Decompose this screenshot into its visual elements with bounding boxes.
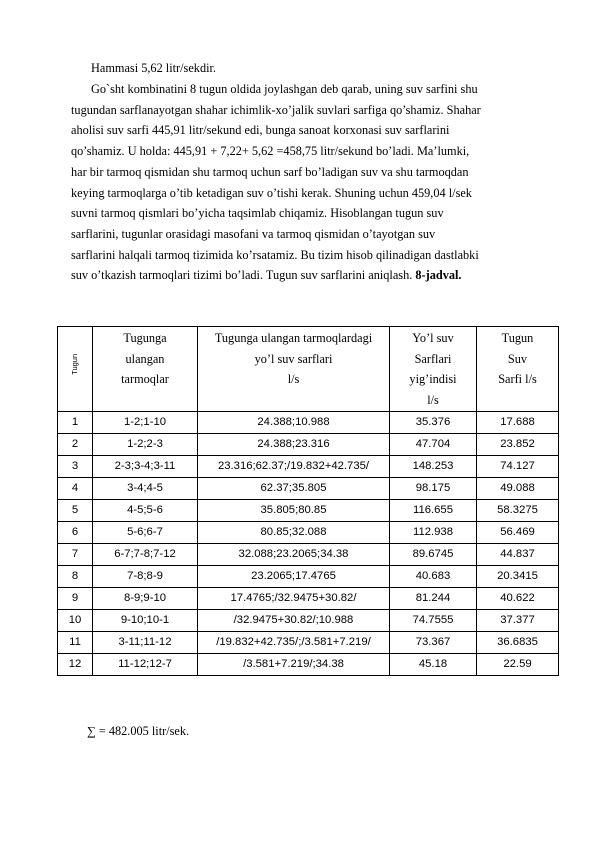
table-cell: 11-12;12-7 [93, 653, 198, 675]
header-flow-sum: Yo’l suv Sarflari yig’indisi l/s [390, 327, 477, 412]
table-cell: 5-6;6-7 [93, 521, 198, 543]
table-cell: 112.938 [390, 521, 477, 543]
table-cell: 3 [58, 455, 93, 477]
text-line: Hammasi 5,62 litr/sekdir. [91, 61, 217, 75]
text-line: qo’shamiz. U holda: 445,91 + 7,22+ 5,62 =458,75 litr/sekund bo’ladi. Ma’lumki, [71, 144, 470, 159]
table-cell: /32.9475+30.82/;10.988 [198, 609, 390, 631]
table-cell: 116.655 [390, 499, 477, 521]
text-line: har bir tarmoq qismidan shu tarmoq uchun sarf bo’ladigan suv va shu tarmoqdan [71, 164, 469, 179]
table-cell: 37.377 [477, 609, 559, 631]
text-span: suv o’tkazish tarmoqlari tizimi bo’ladi. Tugun suv sarflarini aniqlash. [71, 268, 416, 283]
table-cell: 17.688 [477, 411, 559, 433]
table-cell: 10 [58, 609, 93, 631]
table-cell: 24.388;23.316 [198, 433, 390, 455]
table-cell: /3.581+7.219/;34.38 [198, 653, 390, 675]
table-cell: 20.3415 [477, 565, 559, 587]
table-cell: 40.683 [390, 565, 477, 587]
text-line: keying tarmoqlarga o’tib ketadigan suv o’tishi kerak. Shuning uchun 459,04 l/sek [71, 185, 472, 200]
table-row [58, 587, 559, 609]
table-cell: 23.316;62.37;/19.832+42.735/ [198, 455, 390, 477]
text-line: Go`sht kombinatini 8 tugun oldida joylashgan deb qarab, uning suv sarfini shu [91, 82, 478, 96]
table-cell: 89.6745 [390, 543, 477, 565]
table-cell: 74.7555 [390, 609, 477, 631]
table-cell: 4 [58, 477, 93, 499]
table-cell: 3-11;11-12 [93, 631, 198, 653]
paragraph-total [71, 58, 551, 79]
table-cell: 23.852 [477, 433, 559, 455]
table-body [58, 411, 559, 675]
table-cell: 6-7;7-8;7-12 [93, 543, 198, 565]
table-row [58, 543, 559, 565]
table-cell: 11 [58, 631, 93, 653]
text-line: sarflarini halqali tarmoq tizimida ko’rsatamiz. Bu tizim hisob qilinadigan dastlabki [71, 247, 479, 262]
table-row [58, 565, 559, 587]
sum-line: ∑ = 482.005 litr/sek. [87, 724, 190, 738]
table-row [58, 455, 559, 477]
table-cell: 6 [58, 521, 93, 543]
table-row [58, 477, 559, 499]
table-cell: 8 [58, 565, 93, 587]
header-branch-flows: Tugunga ulangan tarmoqlardagi yo’l suv sarflari l/s [198, 327, 390, 412]
text-line: aholisi suv sarfi 445,91 litr/sekund edi, bunga sanoat korxonasi suv sarflarini [71, 123, 450, 138]
table-cell: 24.388;10.988 [198, 411, 390, 433]
table-cell: 81.244 [390, 587, 477, 609]
table-cell: 148.253 [390, 455, 477, 477]
table-caption: 8-jadval. [415, 268, 462, 283]
text-line [71, 265, 551, 286]
node-flow-table [57, 326, 559, 676]
table-row [58, 631, 559, 653]
table-cell: 1 [58, 411, 93, 433]
header-node-flow: Tugun Suv Sarfi l/s [477, 327, 559, 412]
table-cell: 22.59 [477, 653, 559, 675]
table-cell: 2-3;3-4;3-11 [93, 455, 198, 477]
table-cell: 12 [58, 653, 93, 675]
table-row [58, 433, 559, 455]
table-row [58, 609, 559, 631]
table-cell: 2 [58, 433, 93, 455]
table-cell: 1-2;1-10 [93, 411, 198, 433]
text-line: sarflarini, tugunlar orasidagi masofani va tarmoq qismidan o’tayotgan suv [71, 226, 436, 241]
table-header-row [58, 327, 559, 412]
table-cell: 5 [58, 499, 93, 521]
header-node: Tugun [58, 327, 93, 412]
table-cell: 73.367 [390, 631, 477, 653]
table-row [58, 499, 559, 521]
table-cell: 7-8;8-9 [93, 565, 198, 587]
table-cell: 58.3275 [477, 499, 559, 521]
text-line: tugundan sarflanayotgan shahar ichimlik-xo’jalik suvlari sarfiga qo’shamiz. Shahar [71, 102, 481, 117]
table-row [58, 653, 559, 675]
table-cell: 98.175 [390, 477, 477, 499]
table-cell: 35.376 [390, 411, 477, 433]
table-cell: 9 [58, 587, 93, 609]
table-cell: 1-2;2-3 [93, 433, 198, 455]
table-cell: 3-4;4-5 [93, 477, 198, 499]
table-cell: 62.37;35.805 [198, 477, 390, 499]
table-cell: 9-10;10-1 [93, 609, 198, 631]
text-line: suvni tarmoq qismlari bo’yicha taqsimlab chiqamiz. Hisoblangan tugun suv [71, 206, 444, 221]
table-cell: 49.088 [477, 477, 559, 499]
header-connected-branches: Tugunga ulangan tarmoqlar [93, 327, 198, 412]
table-cell: 4-5;5-6 [93, 499, 198, 521]
table-cell: 8-9;9-10 [93, 587, 198, 609]
table-cell: 23.2065;17.4765 [198, 565, 390, 587]
table-cell: 80.85;32.088 [198, 521, 390, 543]
table-cell: 45.18 [390, 653, 477, 675]
table-cell: 40.622 [477, 587, 559, 609]
table-cell: 44.837 [477, 543, 559, 565]
table-row [58, 411, 559, 433]
table-cell: 36.6835 [477, 631, 559, 653]
table-cell: 56.469 [477, 521, 559, 543]
table-cell: 7 [58, 543, 93, 565]
table-cell: 17.4765;/32.9475+30.82/ [198, 587, 390, 609]
table-cell: /19.832+42.735/;/3.581+7.219/ [198, 631, 390, 653]
table-cell: 35.805;80.85 [198, 499, 390, 521]
table-cell: 47.704 [390, 433, 477, 455]
table-cell: 74.127 [477, 455, 559, 477]
paragraph-main [71, 79, 551, 286]
table-row [58, 521, 559, 543]
table-cell: 32.088;23.2065;34.38 [198, 543, 390, 565]
